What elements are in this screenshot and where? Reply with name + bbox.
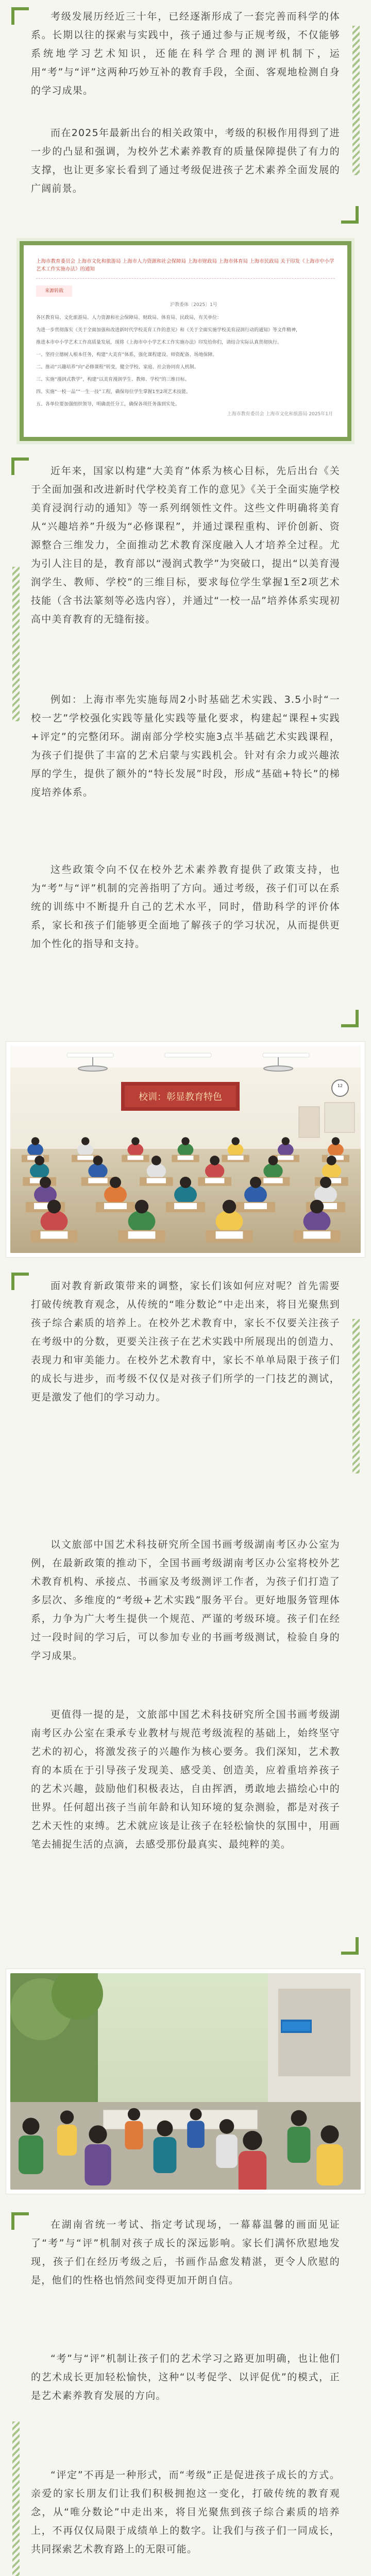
intro-paragraph-1: 考级发展历经近三十年，已经逐渐形成了一套完善而科学的体系。长期以往的探索与实践中，孩子通过参与正规考级，不仅能够系统地学习艺术知识，还能在科学合理的测评机制下，运用“考”与“评”这两种巧妙互补的教育手段，全面、客观地检测自身的学习成果。 — [31, 11, 340, 96]
photo-frame — [6, 1969, 365, 2194]
corner-bracket-decoration — [341, 1937, 359, 1955]
intro-paragraph-2: 而在2025年最新出台的相关政策中，考级的积极作用得到了进一步的凸显和强调，为校外艺术素养教育的质量保障提供了有力的支撑，也让更多家长看到了通过考级促进孩子艺术素养全面发展的广阔前景。 — [31, 127, 340, 194]
notice-line: 四、实施“一校一品”“一生一技”工程，确保每位学生掌握1至2项艺术技能。 — [36, 389, 191, 395]
notice-document-number: 沪教委体〔2025〕1号 — [170, 302, 217, 308]
corner-bracket-decoration — [341, 1010, 359, 1027]
notice-line: 推进本市中小学艺术工作高质量发展，现将《上海市中小学艺术工作实施办法》印发给你们，请结合实际认真贯彻执行。 — [36, 340, 282, 345]
clock-numeral: 12 — [337, 1083, 343, 1088]
classroom-banner-text: 校训：彰显教育特色 — [139, 1092, 222, 1103]
notice-line: 三、实施“漫润式教学”，构建“以美育漫润学生、教师、学校”的三维目标。 — [36, 377, 190, 382]
side-stripe-decoration — [12, 567, 20, 721]
side-stripe-decoration — [352, 26, 360, 175]
side-stripe-decoration — [12, 2421, 20, 2576]
notice-line: 一、坚持立德树人根本任务，构建“大美育”体系，强化课程建设、师资配备、场地保障。 — [36, 352, 217, 358]
policy-paragraph-1: 近年来，国家以构建“大美育”体系为核心目标，先后出台《关于全面加强和改进新时代学校美育工作的意见》《关于全面实施学校美育浸润行动的通知》等一系列纲领性文件。这些文件明确将美育从“兴趣培养”升级为“必修课程”，并通过课程重构、评价创新、资源整合三维发力，全面推动艺术教育深度融入人才培养全过程。尤为引人注目的是，教育部以“漫润式教学”为突破口，提出“以美育漫润学生、教师、学校”的三维目标，要求每位学生掌握1至2项艺术技能（含书法篆刻等必选内容），并通过“一校一品”培养体系实现初高中美育教育的无缝衔接。 — [31, 465, 340, 625]
closing-paragraph-3: “评定”不再是一种形式，而“考级”正是促进孩子成长的方式。亲爱的家长朋友们让我们积极拥抱这一变化，打破传统的教育观念，从“唯分数论”中走出来，将目光聚焦到孩子综合素质的培养上，不再仅仅局限于成绩单上的数字。让我们与孩子们一同成长，共同探索艺术教育路上的无限可能。 — [31, 2469, 340, 2555]
photo-frame — [6, 1042, 365, 1257]
corner-bracket-decoration — [11, 7, 29, 25]
notice-title: 上海市教育委员会 上海市文化和旅游局 上海市人力资源和社会保障局 上海市财政局 上海市体育局 上海市民政局 关于印发《上海市中小学艺术工作实施办法》的通知 — [36, 259, 334, 272]
change-paragraph-2: 以文旅部中国艺术科技研究所全国书画考级湖南考区办公室为例，在最新政策的推动下，全国书画考级湖南考区办公室将校外艺术教育机构、承接点、书画家及考级测评工作者，为孩子们打造了多层次、多维度的“考级+艺术实践”服务平台。更好地服务管理体系，力争为广大考生提供一个规范、严谨的考级环境。孩子们在经过一段时间的学习后，可以参加专业的书画考级测试，检验自身的学习成果。 — [31, 1539, 340, 1662]
notice-source-tag: 来源转载 — [36, 285, 72, 297]
side-stripe-decoration — [352, 1319, 360, 1473]
closing-paragraph-1: 在湖南省统一考试、指定考试现场，一幕幕温馨的画面见证了“考”与“评”机制对孩子成长的深远影响。家长们满怀欣慰地发现，孩子们在经历考级之后，书画作品愈发精湛，更令人欣慰的是，他们的性格也悄然间变得更加开朗自信。 — [31, 2219, 340, 2286]
policy-paragraph-3: 这些政策令向不仅在校外艺术素养教育提供了政策支持，也为“考”与“评”机制的完善指明了方向。通过考级，孩子们可以在系统的训练中不断提升自己的艺术水平，同时，借助科学的评价体系，家长和孩子们能够更全面地了解孩子的学习状况，从而提供更加个性化的指导和支持。 — [31, 864, 340, 950]
corner-bracket-decoration — [341, 206, 359, 224]
notice-line: 二、推动“兴趣培养”向“必修课程”转变，健全学校、家庭、社会协同育人机制。 — [36, 365, 199, 370]
change-paragraph-3: 更值得一提的是，文旅部中国艺术科技研究所全国书画考级湖南考区办公室在秉承专业教材与规范考级流程的基础上，始终坚守艺术的初心，将激发孩子的兴趣作为核心要务。我们深知，艺术教育的本质在于引导孩子发现美、感受美、创造美，应着重培养孩子的艺术兴趣，鼓励他们积极表达，自由挥洒，勇敢地去描绘心中的世界。任何超出孩子当前年龄和认知环境的复杂测验，都是对孩子艺术天性的束缚。艺术就应该是让孩子在轻松愉快的氛围中，用画笔去捕捉生活的点滴，去感受那份最真实、最纯粹的美。 — [31, 1709, 340, 1850]
notice-line: 为进一步贯彻落实《关于全面加强和改进新时代学校美育工作的意见》和《关于全面实施学校美育浸润行动的通知》等文件精神， — [36, 328, 301, 333]
notice-line: 各区教育局、文化旅游局、人力资源和社会保障局、财政局、体育局、民政局，有关单位： — [36, 315, 222, 320]
change-paragraph-1: 面对教育新政策带来的调整，家长们该如何应对呢？首先需要打破传统教育观念，从传统的“唯分数论”中走出来，将目光聚焦到孩子综合素质的培养上。在校外艺术教育中，家长不仅要关注孩子在考级中的分数，更要关注孩子在艺术实践中所展现出的创造力、表现力和审美能力。在校外艺术教育中，家长不单单局限于孩子们的成长与进步，而考级不仅仅是对孩子们所学的一门技艺的测试，更是激发了他们的学习动力。 — [31, 1280, 340, 1403]
corner-bracket-decoration — [11, 1273, 29, 1290]
notice-footer: 上海市教育委员会 上海市文化和旅游局 2025年1月 — [227, 412, 333, 417]
closing-paragraph-2: “考”与“评”机制让孩子们的艺术学习之路更加明确，也让他们的艺术成长更加轻松愉快，这种“以考促学、以评促优”的模式，正是艺术素养教育发展的方向。 — [31, 2353, 340, 2401]
corner-bracket-decoration — [11, 2212, 29, 2230]
notice-divider — [36, 278, 335, 279]
corner-bracket-decoration — [11, 457, 29, 475]
policy-notice-image — [20, 241, 351, 441]
notice-line: 五、各单位要加强组织领导，明确责任分工，确保各项任务落到实处。 — [36, 402, 180, 407]
policy-paragraph-2: 例如：上海市率先实施每周2小时基础艺术实践、3.5小时“一校一艺”学校强化实践等量化实践等量化要求，构建起“课程+实践+评定”的完整闭环。湖南部分学校实施3点半基础艺术实践课程，为孩子们提供了丰富的艺术启蒙与实践机会。针对有余力或兴趣浓厚的学生，提供了额外的“特长发展”时段，形成“基础+特长”的梯度培养体系。 — [31, 694, 340, 798]
